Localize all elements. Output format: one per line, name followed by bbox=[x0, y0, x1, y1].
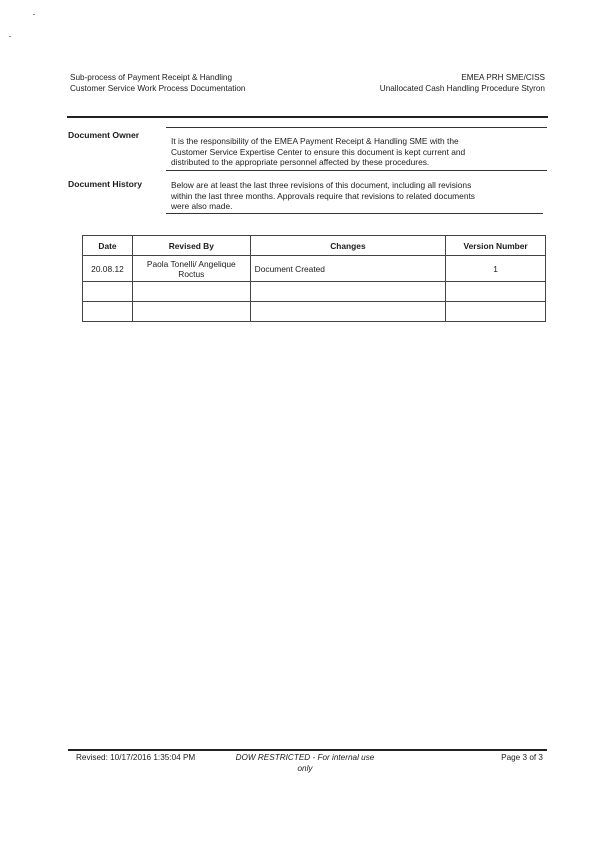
header-left bbox=[70, 73, 246, 94]
header-divider bbox=[67, 116, 548, 118]
history-text-line: Below are at least the last three revisions of this document, including all revisions bbox=[171, 180, 472, 190]
owner-bottom-rule bbox=[166, 170, 547, 171]
document-owner-text bbox=[171, 136, 465, 168]
owner-top-rule bbox=[166, 127, 547, 128]
header-right bbox=[380, 73, 545, 94]
header-doc-type: Customer Service Work Process Documentation bbox=[70, 83, 246, 93]
table-row bbox=[83, 282, 546, 302]
column-header-version-number: Version Number bbox=[446, 236, 546, 256]
column-header-changes: Changes bbox=[250, 236, 446, 256]
cell-revised-by bbox=[132, 282, 250, 302]
cell-version: 1 bbox=[446, 256, 546, 282]
cell-changes: Document Created bbox=[250, 256, 446, 282]
table-row bbox=[83, 302, 546, 322]
cell-version bbox=[446, 282, 546, 302]
cell-date bbox=[83, 282, 133, 302]
document-history-label: Document History bbox=[68, 179, 143, 189]
header-process-title: Sub-process of Payment Receipt & Handling bbox=[70, 73, 233, 82]
cell-date: 20.08.12 bbox=[83, 256, 133, 282]
history-bottom-rule bbox=[166, 213, 543, 214]
scan-speck bbox=[33, 14, 35, 15]
document-history-text bbox=[171, 180, 475, 212]
footer-revised-date: Revised: 10/17/2016 1:35:04 PM bbox=[76, 753, 196, 762]
footer-classification bbox=[230, 753, 380, 774]
cell-date bbox=[83, 302, 133, 322]
owner-text-line: distributed to the appropriate personnel affected by these procedures. bbox=[171, 157, 430, 167]
scan-speck bbox=[9, 36, 11, 37]
table-header-row bbox=[83, 236, 546, 256]
footer-classification-line: only bbox=[297, 763, 313, 773]
history-text-line: within the last three months. Approvals require that revisions to related documents bbox=[171, 190, 475, 201]
cell-version bbox=[446, 302, 546, 322]
cell-changes bbox=[250, 282, 446, 302]
column-header-date: Date bbox=[83, 236, 133, 256]
cell-changes bbox=[250, 302, 446, 322]
history-text-line: were also made. bbox=[171, 201, 233, 211]
column-header-revised-by: Revised By bbox=[132, 236, 250, 256]
cell-revised-by bbox=[132, 302, 250, 322]
header-procedure-name: Unallocated Cash Handling Procedure Styron bbox=[379, 83, 545, 93]
footer-classification-line: DOW RESTRICTED - For internal use bbox=[235, 753, 375, 762]
table-row bbox=[83, 256, 546, 282]
footer-page-number: Page 3 of 3 bbox=[501, 753, 543, 762]
owner-text-line: It is the responsibility of the EMEA Payment Receipt & Handling SME with the bbox=[171, 136, 459, 146]
footer-divider bbox=[68, 749, 547, 751]
revision-history-table bbox=[82, 235, 546, 322]
owner-text-line: Customer Service Expertise Center to ensure this document is kept current and bbox=[171, 146, 466, 157]
cell-revised-by: Paola Tonelli/ Angelique Roctus bbox=[132, 256, 250, 282]
header-doc-id: EMEA PRH SME/CISS bbox=[461, 73, 545, 82]
document-owner-label: Document Owner bbox=[68, 130, 140, 140]
